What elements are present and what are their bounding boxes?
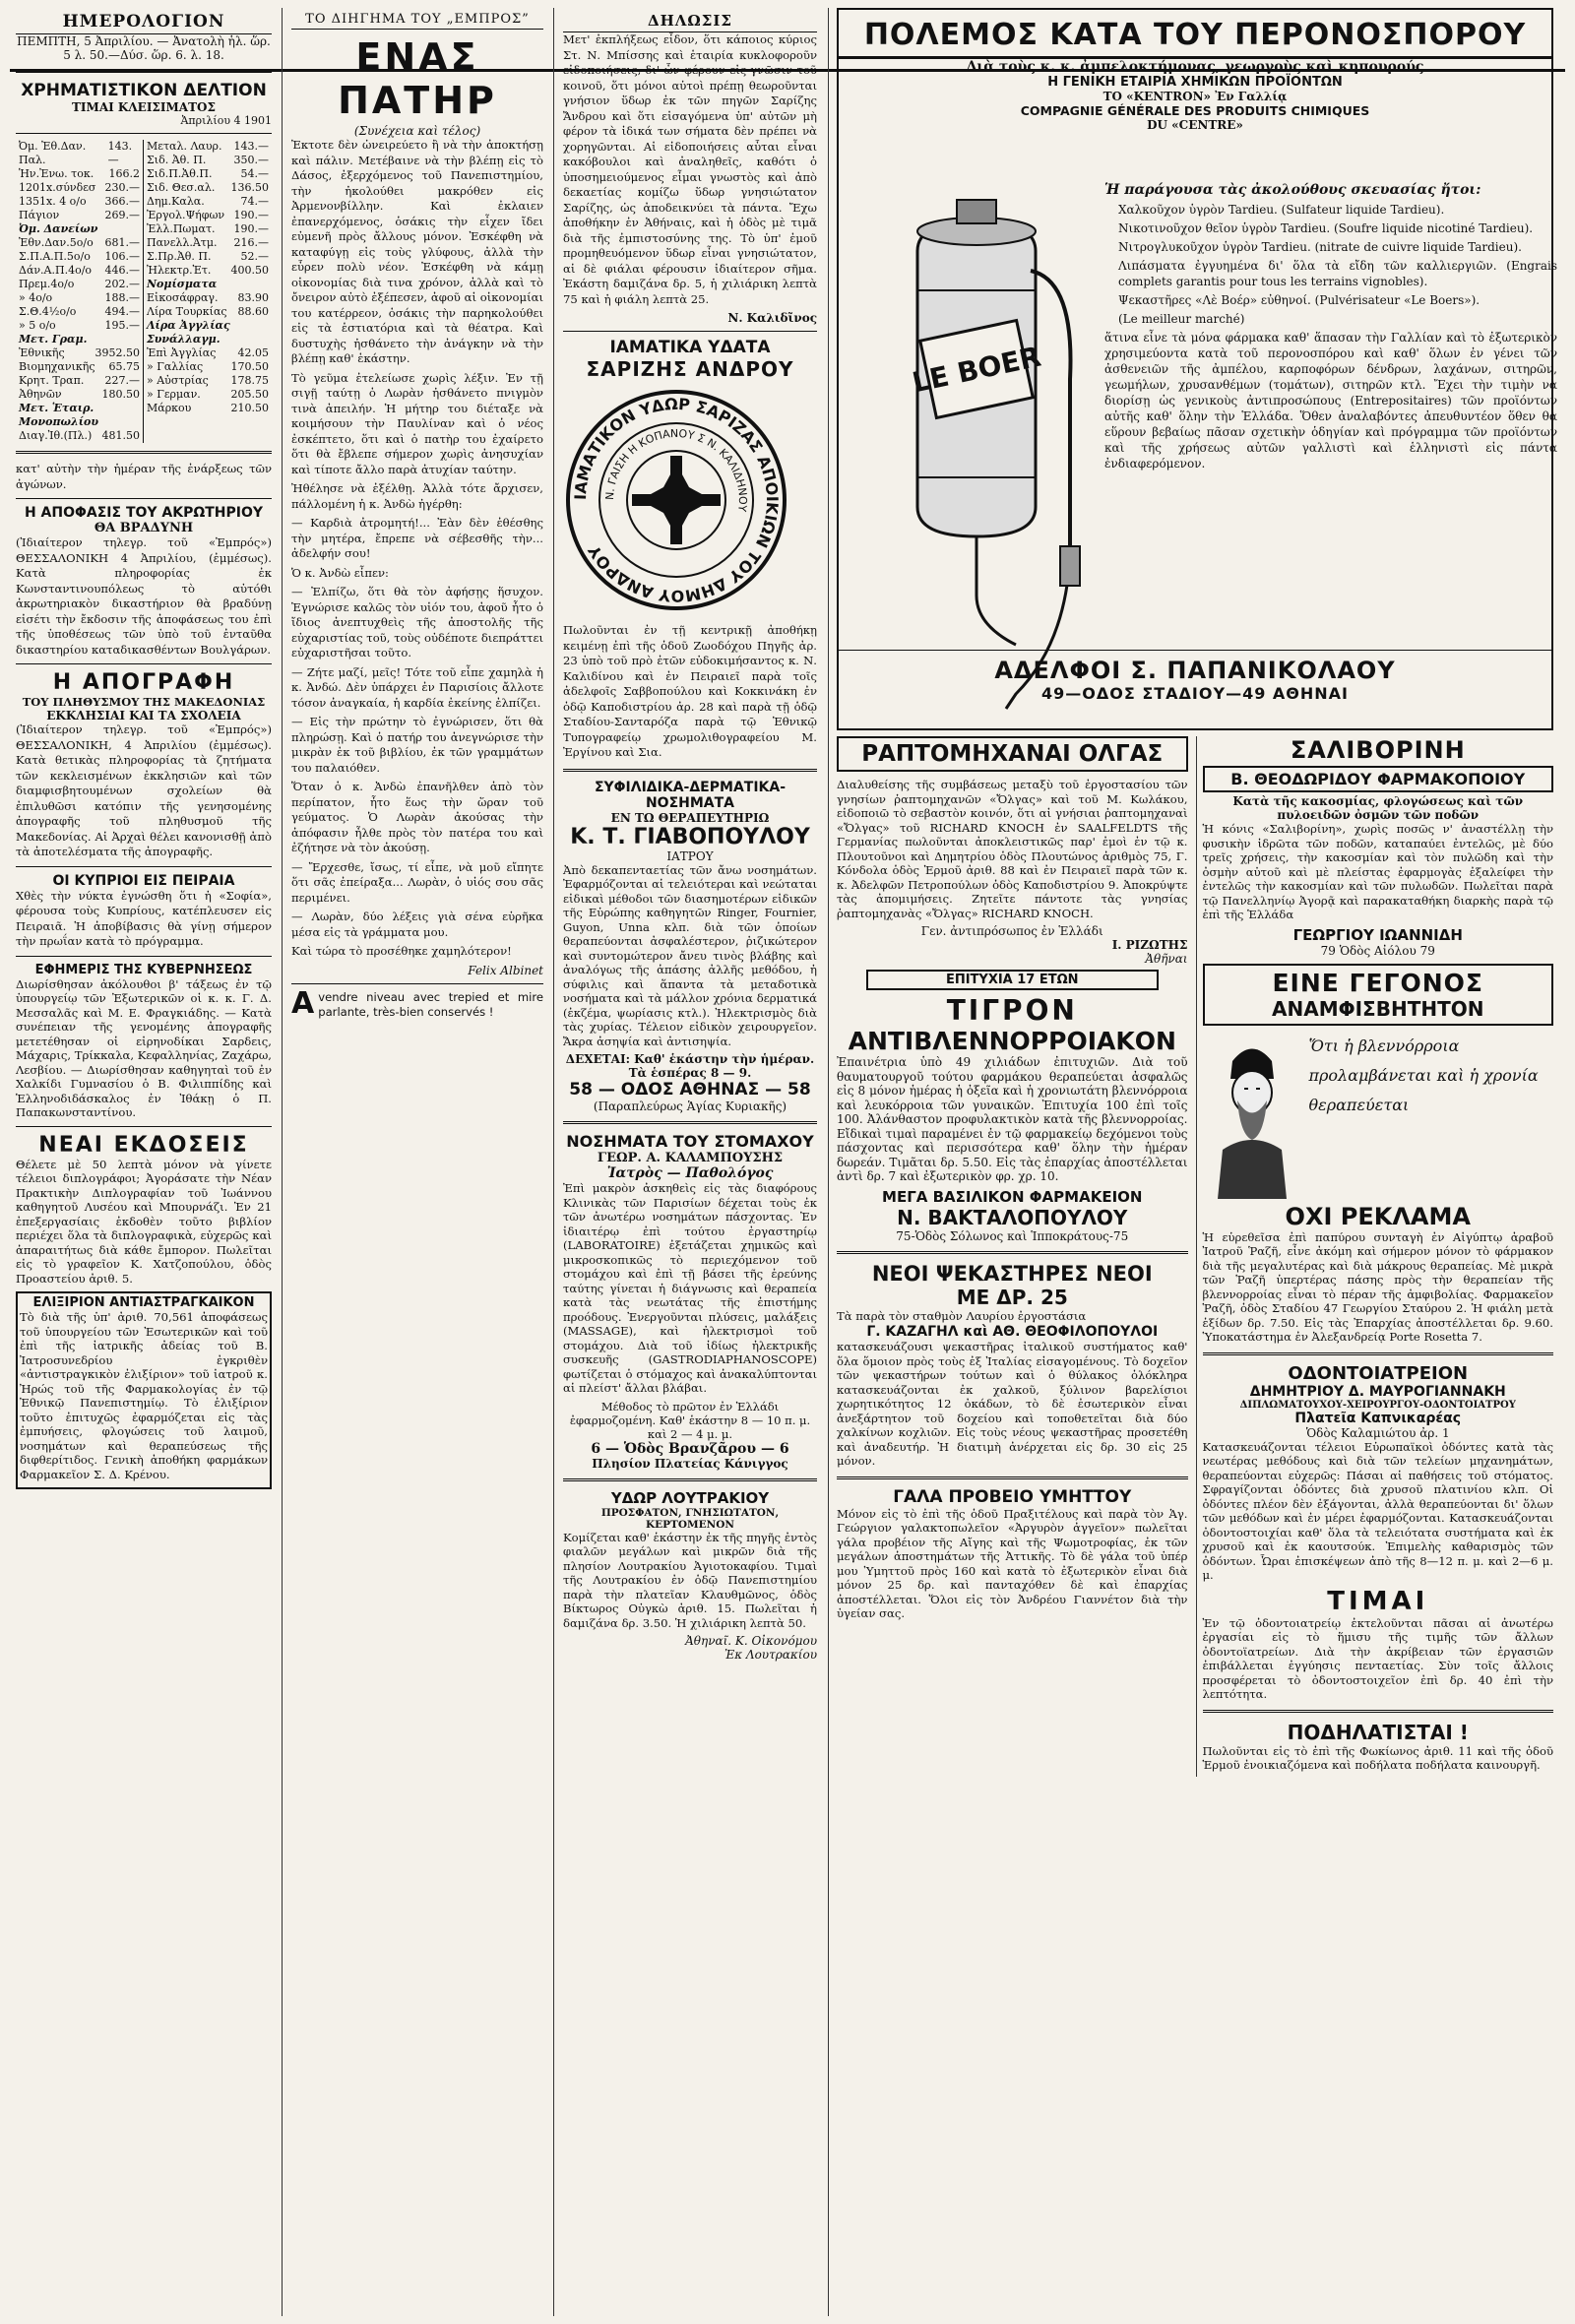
company-name-2: ΤΟ «KENTRON» Ἐν Γαλλίᾳ [1102, 90, 1288, 103]
market-value: 216.— [233, 236, 269, 249]
market-row [147, 388, 269, 402]
sewing-text: Διαλυθείσης τῆς συμβάσεως μεταξὺ τοῦ ἐργοστασίου τῶν γνησίων ῥαπτομηχανῶν «Ὄλγας» καὶ τοῦ Μ. Κωλάκου, εἰδοποιῶ τὸ σεβαστὸν κοινόν, ὅτι αἱ γνήσιαι ῥαπτομηχαναὶ «Ὄλγας» τοῦ RICHARD KNOCH ἐν SAALFELDTS τῆς Γερμανίας πωλοῦνται ἀποκλειστικῶς παρ' ἐμοὶ ἐν τῷ κ. Πλουτοῦνοι καὶ Δημητρίου ὁδὸς Πλουτώνος ἀριθμὸς 75, Γ. Κόνδολα ὁδὸς Ἑρμοῦ ἀριθ. 88 καὶ ἐν Πειραιεῖ παρὰ τῶν κ. κ. Ἀδελφῶν Πετροπούλων ὁδὸς Καποδιστρίου 9. Ἀποκρύψτε τὰς ἀπομιμήσεις. Ζητεῖτε πάντοτε τὰς γνησίας ῥαπτομηχανὰς «Ὄλγας» RICHARD KNOCH. [837, 778, 1188, 920]
prices-title: ΤΙΜΑΙ [1327, 1586, 1429, 1616]
product-item: Ψεκαστῆρες «Λὲ Βοέρ» εὐθηνοί. (Pulvérisateur «Le Boers»). [1118, 293, 1480, 307]
product-item: Λιπάσματα ἐγγυημένα δι' ὅλα τὰ εἴδη τῶν καλλιεργιῶν. (Engrais complets garantis pour tous les terrains vignobles). [1118, 259, 1557, 288]
portrait-illustration [1203, 1032, 1301, 1199]
loutraki-title: ΥΔΩΡ ΛΟΥΤΡΑΚΙΟΥ [610, 1488, 770, 1507]
milk-text: Μόνον εἰς τὸ ἐπὶ τῆς ὁδοῦ Πραξιτέλους καὶ παρὰ τὸν Ἁγ. Γεώργιον γαλακτοπωλεῖον «Ἀργυρὸν ἀγγεῖον» πωλεῖται γάλα προβέιον τῆς Αἴγης καὶ τῆς Ψωμοτροφίας, ἐκ τῶν μεγάλων ἀποστημάτων τῆς Ἀττικῆς. Τὸ δὲ γάλα τοῦ ὑπέρ μου Ὑμηττοῦ πρὸς 160 καὶ κατὰ τὸ ἐξωτερικὸν εἶναι διὰ μόνον 25 δρ. καὶ πανταχόθεν δὲ καὶ ἐπαρχίας ἀποστέλλεται. Ὅλοι εἰς τὸν Ἀνδρέου Γιαννέτον διὰ τὴν ὑγείαν σας. [837, 1506, 1188, 1620]
market-value: 88.60 [237, 305, 269, 318]
market-row [19, 333, 140, 346]
market-value: 190.— [233, 209, 269, 221]
market-value: 143.— [107, 140, 133, 166]
divider [563, 1478, 817, 1481]
market-row [147, 333, 269, 346]
peronospora-subtitle: Διὰ τοὺς κ. κ. ἀμπελοκτήμονας, γεωργοὺς καὶ κηπουρούς [966, 59, 1424, 75]
water-title-2: ΣΑΡΙΖΗΣ ΑΝΔΡΟΥ [586, 357, 794, 381]
market-row [19, 264, 140, 278]
cypriots-text: Χθὲς τὴν νύκτα ἐγνώσθη ὅτι ἡ «Σοφία», φέρουσα τοὺς Κυπρίους, κατέπλευσεν εἰς Πειραιᾶ. Ἡ ἀποβίβασις θὰ γίνῃ σήμερον τὴν πρωΐαν κατὰ τὸ πρόγραμμα. [16, 888, 272, 948]
sewing-ad [837, 736, 1188, 772]
seal-inner-text: Ν. ΓΑΙΣΗ Η ΚΟΠΑΝΟΥ Σ Ν. ΚΑΛΙΔΗΝΟΥ [602, 426, 750, 513]
peronospora-intro: Ἡ παράγουσα τὰς ἀκολούθους σκευασίας ἤτοι: [1104, 182, 1481, 198]
divider [16, 663, 272, 664]
divider [563, 331, 817, 332]
market-row [19, 278, 140, 291]
market-row [19, 222, 140, 236]
market-value: 42.05 [237, 346, 269, 359]
market-label: Ἀθηνῶν [19, 388, 62, 401]
gazette-title: ΕΦΗΜΕΡΙΣ ΤΗΣ ΚΥΒΕΡΝΗΣΕΩΣ [34, 962, 253, 977]
market-table-left [16, 140, 144, 443]
story-paragraph: Ὅταν ὁ κ. Ἀνδὼ ἐπανῆλθεν ἀπὸ τὸν περίπατον, ἦτο ἕως τὴν ὥραν τοῦ γεύματος. Ὁ Λωρὰν ἀκούσας τὴν ἀπόφασιν ἦλθε πρὸς τὸν πατέρα του καὶ ἐζήτησε νὰ τὸν ἀκούσῃ. [291, 780, 543, 854]
fact-title: ΕΙΝΕ ΓΕΓΟΝΟΣ [1272, 968, 1484, 997]
divider [563, 1121, 817, 1124]
sprayers-price: ΜΕ ΔΡ. 25 [956, 1285, 1068, 1309]
market-value: 136.50 [230, 181, 269, 194]
market-row [147, 222, 269, 236]
tiger-title: ΤΙΓΡΟΝ [946, 994, 1078, 1027]
market-row [19, 305, 140, 319]
market-row [147, 236, 269, 250]
market-row [147, 181, 269, 195]
sewing-title: ΡΑΠΤΟΜΗΧΑΝΑΙ ΟΛΓΑΣ [861, 741, 1164, 767]
market-value: 681.— [104, 236, 140, 249]
tiger-text: Ἐπαινέτρια ὑπὸ 49 χιλιάδων ἐπιτυχιῶν. Διὰ τοῦ θαυματουργοῦ τούτου φαρμάκου θεραπεύεται ἀσφαλῶς εἰς 8 μόνον ἡμέρας ἡ ὀξεῖα καὶ ἡ χρονιωτάτη βλεννόρροια καὶ λευκόρροια τῶν γυναικῶν. Ἐπιτυχία 100 ἐπὶ τοῖς 100. Ἀλάνθαστον προφυλακτικὸν κατὰ τῆς βλεννορροίας. Εἴδικαὶ τιμαὶ παραμένει ἐν τῷ φαρμακείῳ δεχόμενοι τοὺς πάσχοντας καὶ περισσότερα καθ' ὅλην τὴν ἡμέραν δωρεάν. Τιμᾶται δρ. 5.50. Εἰς τὰς ἐπαρχίας ἀποστέλλεται ἀντὶ δρ. 7 καὶ ἐξωτερικὸν φρ. χρ. 10. [837, 1055, 1188, 1183]
market-row [19, 402, 140, 415]
stomach-address: 6 — Ὁδὸς Βρανζᾶρου — 6 [591, 1440, 789, 1457]
market-value: 3952.50 [94, 346, 140, 359]
market-label: Δάν.Α.Π.4ο/ο [19, 264, 93, 277]
agents-address: 49—ΟΔΟΣ ΣΤΑΔΙΟΥ—49 ΑΘΗΝΑΙ [1040, 684, 1350, 703]
product-item: (Le meilleur marché) [1118, 312, 1245, 326]
market-row [19, 388, 140, 402]
fact-body [1203, 1032, 1554, 1203]
finance-title: ΧΡΗΜΑΤΙΣΤΙΚΟΝ ΔΕΛΤΙΟΝ [21, 81, 267, 100]
market-row [147, 278, 269, 291]
market-row [19, 140, 140, 167]
market-value: 366.— [104, 195, 140, 208]
market-value: 170.50 [230, 360, 269, 373]
market-row [19, 291, 140, 305]
peronospora-title: ΠΟΛΕΜΟΣ ΚΑΤΑ ΤΟΥ ΠΕΡΟΝΟΣΠΟΡΟΥ [839, 10, 1551, 59]
stomach-text: Ἐπὶ μακρὸν ἀσκηθεὶς εἰς τὰς διαφόρους Κλινικὰς τῶν Παρισίων δέχεται τοὺς ἐκ τῶν ἀνωτέρω νοσημάτων πάσχοντας. Ἐν ἰδιαιτέρῳ ἐπὶ τούτου ἐργαστηρίῳ (LABORATOIRE) ἐξετάζεται χημικῶς καὶ μικροσκοπικῶς τὸ περιεχόμενον τοῦ στομάχου καὶ ἐπὶ τῇ βάσει τῆς ἐρεύνης ταύτης γίνεται ἡ διάγνωσις καὶ θεραπεία κατὰ τὰς νεωτάτας τῆς ἐπιστήμης προόδους. Ἐνεργοῦνται πλύσεις, μαλάξεις (MASSAGE), καὶ ἠλεκτρισμοὶ τοῦ στομάχου. Διὰ τοῦ ἰδίως ἠλεκτρικῆς συσκευῆς (GASTRODIAPHANOSCOPE) φωτίζεται ὁ στόμαχος καὶ ἀνακαλύπτονται αἱ πλείστ' ἄλλαι βλάβαι. [563, 1181, 817, 1395]
market-row [19, 236, 140, 250]
market-value: 106.— [104, 250, 140, 263]
census-title: Η ΑΠΟΓΡΑΦΗ [52, 670, 235, 695]
sprayers-intro: Τὰ παρὰ τὸν σταθμὸν Λαυρίου ἐργοστάσια [837, 1308, 1087, 1323]
market-label: Ἠλεκτρ.Ἑτ. [147, 264, 212, 277]
new-publications-text: Θέλετε μὲ 50 λεπτὰ μόνον νὰ γίνετε τέλειοι διπλογράφοι; Ἀγοράσατε τὴν Νέαν Πρακτικὴν Διπλογραφίαν τοῦ Ἰωάννου καθηγητοῦ Λυσέου καὶ Μπουρνάζι. Ἐν 21 ἐπεξεργασίαις ἐκδοθὲν τοῦτο βιβλίον περιέχει ὅλα τὰ διπλογραφικὰ, εὐχερῶς καὶ ἀπαραιτήτως διὰ κάθε ἔμπορον. Πωλεῖται εἰς τὸ γραφεῖον Κ. Χατζοπούλου, ὁδὸς Προαστείου ἀριθ. 5. [16, 1157, 272, 1286]
census-subtitle-2: ΕΚΚΛΗΣΙΑΙ ΚΑΙ ΤΑ ΣΧΟΛΕΙΑ [46, 709, 241, 722]
market-value: 52.— [240, 250, 269, 263]
dental-square: Πλατεῖα Καπνικαρέας [1294, 1410, 1462, 1426]
divider [837, 1251, 1188, 1254]
market-value: 210.50 [230, 402, 269, 414]
syphilis-title: ΣΥΦΙΛΙΔΙΚΑ-ΔΕΡΜΑΤΙΚΑ-ΝΟΣΗΜΑΤΑ [594, 779, 787, 811]
stomach-address-2: Πλησίον Πλατείας Κάνιγγος [592, 1456, 788, 1471]
market-label: » 4ο/ο [19, 291, 53, 304]
company-name: Η ΓΕΝΙΚΗ ΕΤΑΙΡΙΑ ΧΗΜΙΚΩΝ ΠΡΟΪΟΝΤΩΝ [1047, 75, 1343, 90]
elixir-title: ΕΛΙΞΙΡΙΟΝ ΑΝΤΙΑΣΤΡΑΓΚΑΙΚΟΝ [32, 1295, 255, 1310]
market-row [147, 402, 269, 415]
fact-ad [1203, 964, 1554, 1026]
story-paragraph: Καὶ τώρα τὸ προσέθηκε χαμηλότερον! [291, 944, 512, 958]
calendar-line: ΠΕΜΠΤΗ, 5 Ἀπριλίου. — Ἀνατολὴ ἡλ. ὥρ. 5 λ. 50.—Δύσ. ὥρ. 6. λ. 18. [17, 34, 271, 62]
divider [16, 956, 272, 957]
divider [1203, 1352, 1554, 1355]
column-divider [282, 8, 283, 2316]
market-label: Λίρα Τουρκίας [147, 305, 227, 318]
market-label: Σιδ.Π.Ἀθ.Π. [147, 167, 213, 180]
gazette-text: Διωρίσθησαν ἀκόλουθοι β' τάξεως ἐν τῷ ὑπουργείῳ τῶν Ἐξωτερικῶν οἱ κ. κ. Γ. Δ. Μεσσαλᾶς καὶ Μ. Ε. Φραγκιάδης. — Κατὰ συνέπειαν τῆς γενομένης ἀπογραφῆς μετετέθησαν οἱ εἰρηνοδίκαι Σαρδεις, Μάχαρις, Τρίκκαλα, Κεφαλληνίας, Ζαχάρω, Λεσβίου. — Διωρίσθησαν καθηγηταὶ τοῦ ἐν Χαλκίδι Γυμνασίου ὁ Β. Φιλιππίδης καὶ Ἑλληνοδιδάσκαλος ἐν Ἰθάκῃ ὁ Π. Παπακωνσταντίνου. [16, 976, 272, 1119]
story-paragraph: — Ζήτε μαζί, μεῖς! Τότε τοῦ εἶπε χαμηλὰ ἡ κ. Ἀνδώ. Δὲν ὑπάρχει ἐν Παρισίοις ἄλλοτε τόσον ἀναγκαία, ἡ καρδία ἐκείνης ἐλπίζει. [291, 664, 543, 710]
market-label: Σ.Θ.4½ο/ο [19, 305, 77, 318]
divider [16, 133, 272, 134]
market-row [147, 319, 269, 333]
market-label: Ἡν.Ἐνω. τοκ. [19, 167, 94, 180]
market-row [19, 374, 140, 388]
ads-left [837, 736, 1188, 1777]
fact-quote: Ὅτι ἡ βλεννόρροια προλαμβάνεται καὶ ἡ χρονία θεραπεύεται [1308, 1036, 1539, 1114]
census-subtitle: ΤΟΥ ΠΛΗΘΥΣΜΟΥ ΤΗΣ ΜΑΚΕΔΟΝΙΑΣ [22, 695, 266, 709]
market-label: » Γαλλίας [147, 360, 204, 373]
market-footer: κατ' αὐτὴν τὴν ἡμέραν τῆς ἐνάρξεως τῶν ἀγώνων. [16, 462, 272, 491]
market-label: » 5 ο/ο [19, 319, 56, 332]
market-value: 202.— [104, 278, 140, 290]
market-label: Ἐθνικῆς [19, 346, 65, 359]
pharmacy-title: ΜΕΓΑ ΒΑΣΙΛΙΚΟΝ ΦΑΡΜΑΚΕΙΟΝ [882, 1187, 1143, 1206]
stomach-title: ΝΟΣΗΜΑΤΑ ΤΟΥ ΣΤΟΜΑΧΟΥ [566, 1132, 814, 1151]
story-paragraph: Ἐκτοτε δὲν ὠνειρεύετο ἢ νὰ τὴν ἀποκτήσῃ καὶ πάλιν. Μετέβαινε νὰ τὴν βλέπῃ εἰς τὸ Δάσος, ἐξερχόμενος τοῦ Πανεπιστημίου, τὴν ἠκολούθει μακρόθεν εἰς Ἀρμενονβίλλην. Καὶ ἐκλαιεν ἐπανερχόμενος, ὁσάκις τὴν εἶχεν ἴδει εὐμενῆ πρὸς ἄλλους μόνον. Ἐσκέφθη νὰ καταφύγῃ εἰς τοὺς γλύφους, ἀλλὰ τὴν εὗρεν πολὺ νέον. Ἐσκέφθη νὰ κάμῃ οἰκονομίας διὰ τινα χρόνον, ἀλλὰ καὶ τὸ ὄνειρον αὐτὸ ἐξέπεσεν, ἀφοῦ αἱ οἰκονομίαι του κατέρρεον, ὁσάκις τὴν παρηκολούθει εἰς τὰ ἑστιατόρια καὶ τὰ θέατρα. Καὶ δυστυχὴς ἠσθάνετο τὴν ἀνάγκην νὰ τὴν βλέπῃ καθ' ἑκάστην. [291, 138, 543, 365]
market-label: Συνάλλαγμ. [147, 333, 220, 345]
divider [563, 769, 817, 772]
market-table-right [144, 140, 272, 443]
market-label: Μονοπωλίου [19, 415, 99, 428]
french-ad-text: vendre niveau avec trepied et mire parlante, très-bien conservés ! [318, 989, 543, 1019]
market-row [147, 305, 269, 319]
company-name-4: DU «CENTRE» [1147, 118, 1243, 132]
market-value: 54.— [240, 167, 269, 180]
market-value: 400.50 [230, 264, 269, 277]
market-label: Μετ. Ἑταιρ. [19, 402, 94, 414]
story-paragraph: Ἠθέλησε νὰ ἐξέλθῃ. Ἀλλὰ τότε ἄρχισεν, πάλλομένη ἡ κ. Ἀνδὼ ἠγέρθη: [291, 481, 543, 511]
salivorine-address: 79 Ὁδὸς Αἰόλου 79 [1320, 943, 1435, 958]
market-label: 1201x.σύνδεσ [19, 181, 96, 194]
dental-credentials: ΔΙΠΛΩΜΑΤΟΥΧΟΥ-ΧΕΙΡΟΥΡΓΟΥ-ΟΔΟΝΤΟΙΑΤΡΟΥ [1239, 1399, 1516, 1411]
market-label: Ἐπὶ Ἀγγλίας [147, 346, 217, 359]
sprayers-title: ΝΕΟΙ ΨΕΚΑΣΤΗΡΕΣ ΝΕΟΙ [871, 1261, 1153, 1286]
prices-text: Ἐν τῷ ὀδοντοιατρείῳ ἐκτελοῦνται πᾶσαι αἱ ἀνωτέρω ἐργασίαι εἰς τὸ ἥμισυ τῆς τιμῆς τῶν ἄλλων ὀδοντοϊατρείων. Διὰ τὴν ἀκρίβειαν τῶν ἐργασιῶν ἐπιβάλλεται ἐγγύησις πενταετίας. Σὺν τοῖς ἄλλοις προσφέρεται τὸ ὀδοντοστοιχεῖον ἐπὶ δρ. 40 ἐπὶ τὴν λεπτότητα. [1202, 1615, 1553, 1701]
market-label: Πανελλ.Ἀτμ. [147, 236, 218, 249]
elixir-text: Τὸ διὰ τῆς ὑπ' ἀριθ. 70,561 ἀποφάσεως τοῦ ὑπουργείου τῶν Ἐσωτερικῶν καὶ τοῦ ἐπὶ τῆς ἰατρικῆς ἀδείας τοῦ Β. Ἰατροσυνεδρίου ἐγκριθὲν «ἀντιστραγκικὸν ἐλιξίριον» τοῦ ἰατροῦ κ. Ἠρώς τοῦ τῆς Φαρμακολογίας ἐν τῷ Ἐθνικῷ Πανεπιστημίῳ. Τὸ ἐλιξίριον τοῦτο ἐπιτυχῶς ἐφαρμόζεται εἰς τὰς ἐμπυήσεις, φλογώσεις τοῦ λαιμοῦ, νοσημάτων καὶ θεραπεύσεως τῆς διφθερίτιδος. Γενικὴ ἀποθήκη φαρμάκων Φαρμακεῖον Σ. Δ. Κρένου. [20, 1310, 268, 1481]
market-label: Μάρκου [147, 402, 192, 414]
market-label: Νομίσματα [147, 278, 218, 290]
story-paragraph: Ὁ κ. Ἀνδὼ εἶπεν: [291, 565, 389, 580]
market-row [147, 140, 269, 154]
market-label: » Γερμαν. [147, 388, 201, 401]
story-signature: Felix Albinet [468, 963, 543, 977]
market-value: 65.75 [108, 360, 140, 373]
finance-subtitle: ΤΙΜΑΙ ΚΛΕΙΣΙΜΑΤΟΣ [72, 100, 216, 114]
ads-grid [837, 736, 1553, 1777]
divider [16, 70, 272, 73]
product-item: Χαλκοῦχον ὑγρὸν Tardieu. (Sulfateur liquide Tardieu). [1118, 203, 1445, 217]
dental-title: ΟΔΟΝΤΟΙΑΤΡΕΙΟΝ [1288, 1362, 1469, 1384]
agents-block [839, 650, 1551, 703]
story-paragraph: — Εἰς τὴν πρώτην τὸ ἐγνώρισεν, ὅτι θὰ πληρώσῃ. Καὶ ὁ πατήρ του ἀνεγνώρισε τὴν μικρὰν ἐκ τοῦ βιβλίου, ἐκ τῶν γραμμάτων του παλαιόθεν. [291, 715, 543, 775]
loutraki-text: Κομίζεται καθ' ἑκάστην ἐκ τῆς πηγῆς ἐντὸς φιαλῶν μεγάλων καὶ μικρῶν διὰ τῆς πλησίον Λουτρακίου Ἀγιοτοκαφίου. Τιμαὶ τῆς Λουτρακίου ἐν ὁδῷ Πανεπιστημίου παρὰ τὴν πλατεῖαν Κλαυθμῶνος, ὁδὸς Βίκτωρος Οὐγκὼ ἀριθ. 15. Πωλεῖται ἡ δαμιζάνα δρ. 3.50. Ἡ χιλιάρικη λεπτὰ 50. [563, 1530, 817, 1630]
milk-title: ΓΑΛΑ ΠΡΟΒΕΙΟ ΥΜΗΤΤΟΥ [893, 1486, 1132, 1507]
story-body [291, 138, 543, 960]
market-table [16, 140, 272, 443]
divider [1203, 1710, 1554, 1713]
market-label: Ἐλλ.Πωματ. [147, 222, 216, 235]
market-row [147, 346, 269, 360]
syphilis-doctor: Κ. Τ. ΓΙΑΒΟΠΟΥΛΟΥ [570, 824, 810, 849]
story-continuation: (Συνέχεια καὶ τέλος) [353, 124, 481, 138]
market-row [147, 154, 269, 167]
salivorine-subtitle: Κατὰ τῆς κακοσμίας, φλογώσεως καὶ τῶν πυλοειδῶν ὀσμῶν τῶν ποδῶν [1232, 794, 1524, 822]
market-value: 227.— [104, 374, 140, 387]
success-banner [866, 970, 1159, 990]
market-value: 269.— [104, 209, 140, 221]
company-name-3: COMPAGNIE GÉNÉRALE DES PRODUITS CHIMIQUES [1020, 103, 1370, 118]
dental-address: Ὁδὸς Καλαμιώτου ἀρ. 1 [1305, 1425, 1450, 1440]
success-text: ΕΠΙΤΥΧΙΑ 17 ΕΤΩΝ [945, 973, 1079, 987]
fact-title-2: ΑΝΑΜΦΙΣΒΗΤΗΤΟΝ [1272, 996, 1484, 1021]
no-advertisement-title: ΟΧΙ ΡΕΚΛΑΜΑ [1285, 1202, 1471, 1230]
market-label: Μετ. Γραμ. [19, 333, 88, 345]
salivorine-title: ΣΑΛΙΒΟΡΙΝΗ [1290, 736, 1466, 764]
water-title: ΙΑΜΑΤΙΚΑ ΥΔΑΤΑ [609, 338, 771, 357]
market-label: Ἐργολ.Ψήφων [147, 209, 225, 221]
column-divider [828, 8, 829, 2316]
market-label: Σιδ. Θεσ.αλ. [147, 181, 216, 194]
market-label: Μεταλ. Λαυρ. [147, 140, 222, 153]
market-label: Δημ.Καλα. [147, 195, 205, 208]
akrotiri-text: (Ἰδιαίτερον τηλεγρ. τοῦ «Ἐμπρός») ΘΕΣΣΑΛΟΝΙΚΗ 4 Ἀπριλίου, (ἐμμέσως). Κατὰ πληροφορίας ἐκ Κωνσταντινουπόλεως τὸ αὐτόθι ἀκρωτηριακὸν δικαστήριον θὰ βραδύνῃ εἰσέτι τὴν ἔκδοσιν τῆς ἀποφάσεως του ἐπὶ τῆς ὑποθέσεως τῶν ὑπὸ τοῦ ἐνταῦθα δικαστηρίου καταδικασθέντων Βουλγάρων. [16, 535, 272, 657]
divider [16, 451, 272, 454]
dental-text: Κατασκευάζονται τέλειοι Εὐρωπαϊκοὶ ὀδόντες κατὰ τὰς νεωτέρας μεθόδους καὶ διὰ τῶν τελείων μηχανημάτων, θεραπεύονται εὐχερῶς: Πάσαι αἱ παθήσεις τοῦ στόματος. Σφραγίζονται ὀδόντες διὰ χρυσοῦ πλατινίου κλπ. Οἱ ὀδόντες πλέον δὲν ἐξάγονται, ἀλλὰ θεραπεύονται δι' ὅλων τῶν μεθόδων καὶ ἐν μέρει ἐφαρμόζονται. Κατασκευάζονται ὀδοντοστοιχίαι καθ' ὅλα τὰ τελειότατα συστήματα καὶ ἐκ χρυσοῦ καὶ ἐκ καουτσούκ. Ἐπιμελὴς καθαρισμὸς τῶν ὀδόντων. Ὧραι ἐπισκέψεων ἀπὸ τῆς 8—12 π. μ. καὶ 2—6 μ. μ. [1202, 1439, 1553, 1582]
column-3 [557, 8, 823, 2316]
column-1 [10, 8, 278, 2316]
market-label: Πάγιον [19, 209, 60, 221]
syphilis-address: 58 — ΟΔΟΣ ΑΘΗΝΑΣ — 58 [569, 1080, 811, 1099]
sprayers-makers: Γ. ΚΑΖΑΓΗΛ καὶ ΑΘ. ΘΕΟΦΙΛΟΠΟΥΛΟΙ [866, 1324, 1159, 1340]
market-row [19, 429, 140, 443]
market-label: Κρητ. Τραπ. [19, 374, 85, 387]
market-value: 178.75 [230, 374, 269, 387]
cypriots-title: ΟΙ ΚΥΠΡΙΟΙ ΕΙΣ ΠΕΙΡΑΙΑ [52, 872, 235, 889]
divider [837, 1476, 1188, 1479]
market-value: 494.— [104, 305, 140, 318]
market-label: 1351x. 4 ο/ο [19, 195, 87, 208]
market-value: 350.— [233, 154, 269, 166]
syphilis-role: ΙΑΤΡΟΥ [666, 848, 714, 863]
market-row [19, 209, 140, 222]
sewing-agent-city: Ἀθῆναι [1145, 952, 1188, 966]
dental-name: ΔΗΜΗΤΡΙΟΥ Δ. ΜΑΥΡΟΓΙΑΝΝΑΚΗ [1249, 1383, 1506, 1400]
market-row [19, 250, 140, 264]
seal-outer-text: ΙΑΜΑΤΙΚΟΝ ΥΔΩΡ ΣΑΡΙΖΑΣ ΑΠΟΙΚΙΩΝ ΤΟΥ ΔΗΜΟΥ ΑΝΔΡΟΥ [570, 394, 783, 606]
market-row [147, 195, 269, 209]
market-row [19, 319, 140, 333]
akrotiri-subtitle: ΘΑ ΒΡΑΔΥΝΗ [94, 521, 194, 535]
salivorine-pharmacist: Β. ΘΕΟΔΩΡΙΔΟΥ ΦΑΡΜΑΚΟΠΟΙΟΥ [1230, 770, 1526, 788]
market-value: 205.50 [230, 388, 269, 401]
market-row [147, 264, 269, 278]
calendar-title: ΗΜΕΡΟΛΟΓΙΟΝ [16, 8, 272, 34]
market-label: » Αὐστρίας [147, 374, 209, 387]
market-label: Σ.Π.Α.Π.5ο/ο [19, 250, 91, 263]
market-row [19, 415, 140, 429]
salivorine-text: Ἡ κόνις «Σαλιβορίνη», χωρὶς ποσῶς ν' ἀναστέλλῃ τὴν φυσικὴν ἱδρῶτα τῶν ποδῶν, καταπαύει ἐντελῶς, μὲ δύο τρεῖς χρήσεις, τὴν κακοσμίαν καὶ τὸν πυλῶδη καὶ τὴν ὀσμὴν αὐτοῦ καὶ μὲ πλείστας ἐφαρμογὰς ἐξαλείφει τὴν ἐντελῶς τὴν κακοσμίαν καὶ τῶν πυλωδῶν. Πωλεῖται παρὰ τῷ Πανελληνίῳ Ἀγορᾷ καὶ παρακαταθήκη διαρκὴς παρὰ τῷ ἐπὶ τῆς Ἑλλάδα [1202, 822, 1553, 921]
market-label: Ὀμ. Ἐθ.Δαν. Παλ. [19, 140, 87, 166]
cyclists-title: ΠΟΔΗΛΑΤΙΣΤΑΙ ! [1287, 1720, 1469, 1744]
market-label: Ὀμ. Δανείων [19, 222, 98, 235]
product-item: Νιτρογλυκοῦχον ὑγρὸν Tardieu. (nitrate de cuivre liquide Tardieu). [1118, 240, 1522, 254]
story-paragraph: — Ἔρχεσθε, ἴσως, τί εἶπε, νὰ μοῦ εἴπητε ὅτι σᾶς ἐπείραξα... Λωρὰν, ὁ υἱός σου σᾶς περιμένει. [291, 859, 543, 905]
market-row [147, 374, 269, 388]
water-text: Πωλοῦνται ἐν τῇ κεντρικῇ ἀποθήκῃ κειμένῃ ἐπὶ τῆς ὁδοῦ Ζωοδόχου Πηγῆς ἀρ. 23 ὑπὸ τοῦ πρὸ ἐτῶν εὐδοκιμήσαντος κ. Ν. Καλιδίνου καὶ ἐν Πειραιεῖ παρὰ τοῖς ἀδελφοῖς Σαββοπούλου καὶ Κοκκινάκη ἐν ὁδῷ Καποδιστρίου ἀρ. 28 καὶ παρὰ τῇ ὁδῷ Σταδίου-Σανταρόζα παρὰ τῷ Ἐθνικῷ Τυπογραφείῳ χρωμολιθογραφείου Μ. Ἐργίνου καὶ Σια. [563, 623, 817, 759]
syphilis-text: Ἀπὸ δεκαπενταετίας τῶν ἄνω νοσημάτων. Ἐφαρμόζονται αἱ τελειότεραι καὶ νεώταται εἰδικαὶ μέθοδοι τῶν διασημοτέρων εἰδικῶν τῆς Εὐρώπης καθηγητῶν Ringer, Fournier, Guyon, Unna κλπ. διὰ τῶν ὁποίων θεραπεύονται ἀσφαλέστερον, ῥιζικώτερον καὶ συντομώτερον ἄνευ τινὸς βλάβης καὶ ἀναλόγως τῆς ἁπάσης ἀλλῆς μεθόδου, ἡ σύφιλις καὶ ἅπαντα τὰ μεταδοτικὰ νοσήματα καὶ τὰ μάλλον χρόνια δερματικά (ἐκζέμα, ψωρίασις κτλ.). Ἠλεκτρισμὸς διὰ τὰς χυρίας. Τέλειον εἰδικὸν χειρουργεῖον. Ἄκρα ἀσηψία καὶ ἀντισηψία. [563, 862, 817, 1048]
divider [16, 1126, 272, 1127]
market-value: 188.— [104, 291, 140, 304]
syphilis-address-2: (Παραπλεύρως Ἁγίας Κυριακῆς) [593, 1099, 788, 1113]
stomach-hours: Μέθοδος τὸ πρῶτον ἐν Ἑλλάδι ἐφαρμοζομένη. Καθ' ἑκάστην 8 — 10 π. μ. καὶ 2 — 4 μ. μ. [569, 1399, 811, 1441]
no-advertisement-text: Ἡ εὑρεθεῖσα ἐπὶ παπύρου συνταγὴ ἐν Αἰγύπτῳ ἀραβοῦ Ἰατροῦ Ῥαζῆ, εἶνε ἀκόμη καὶ σήμερον μόνον τὸ φάρμακον διὰ τῆς μεγαλυτέρας καὶ διὰ μάκρους θεραπείας. Μὲ μικρὰ τῶν Ῥαζῆ ὑπερτέρας πάσης πρὸς τὴν θεραπείαν τῆς βλεννορροίας εἶναι τὸ πέραν τῆς ἀμφιβολίας. Φαρμακεῖον Ῥαζῆ, ὁδὸς Σταδίου 47 Γεωργίου Σταύρου 2. Ἡ φιάλη μετὰ ἑξίδων δρ. 7.50. Εἰς τὰς Ἐπαρχίας ἀποστέλλεται δρ. 9.60. Ὑποκατάστημα ἐν Ἀλεξανδρείᾳ Porte Rosetta 7. [1202, 1229, 1553, 1344]
story-paragraph: — Λωρὰν, δύο λέξεις γιὰ σένα εὑρῆκα μέσα εἰς τὰ γράμματα μου. [291, 910, 543, 939]
story-paragraph: — Ἐλπίζω, ὅτι θὰ τὸν ἀφήσῃς ἥσυχον. Ἐγνώρισε καλῶς τὸν υἱόν του, ἀφοῦ ἦτο ὁ ἴδιος ἀνεπτυχθεὶς τῆς ἀποστολῆς τῆς εὐχαριστίας τοῦ, τοὺς οὐδέποτε διεπράττει εὐχαριστῆσαι τοῦτο. [291, 585, 543, 660]
market-label: Λίρα Ἀγγλίας [147, 319, 230, 332]
drop-cap: A [291, 985, 315, 1021]
cyclists-text: Πωλοῦνται εἰς τὸ ἐπὶ τῆς Φωκίωνος ἀριθ. 11 καὶ τῆς ὁδοῦ Ἑρμοῦ ἐνοικιαζόμενα καὶ ποδήλατα ποδήλατα καινουργῆ. [1202, 1743, 1553, 1772]
market-value: 143.— [233, 140, 269, 153]
pharmacy-address: 75-Ὁδὸς Σόλωνος καὶ Ἱπποκράτους-75 [896, 1228, 1129, 1243]
market-row [147, 209, 269, 222]
peronospora-body [1104, 182, 1557, 475]
divider [291, 983, 543, 984]
market-label: Εἰκοσάφραγ. [147, 291, 219, 304]
market-row [19, 346, 140, 360]
salivorine-pharmacist-box [1203, 766, 1554, 792]
agents-name: ΑΔΕΛΦΟΙ Σ. ΠΑΠΑΝΙΚΟΛΑΟΥ [994, 657, 1396, 684]
ads-right [1196, 736, 1554, 1777]
market-row [147, 291, 269, 305]
divider [16, 498, 272, 499]
market-label: Σ.Πρ.Ἀθ. Π. [147, 250, 212, 263]
sprayers-text: κατασκευάζουσι ψεκαστῆρας ἰταλικοῦ συστήματος καθ' ὅλα ὅμοιον πρὸς τοὺς ἐξ Ἰταλίας εἰσαγομένους. Τὸ δοχεῖον τῶν ψεκαστήρων τούτων καὶ ὁ θύλακος ὁλόκληρα κατασκευάζονται ἐκ χαλκοῦ, ξύλινον βαρελίσιοι χωρητικότητος 12 ὀκάδων, τὸ δὲ ἐσωτερικὸν εἶναι ἀνεξάρτητον τοῦ δοχείου καὶ τοποθετεῖται διὰ δύο χαλκίνων κοχλιῶν. Εἰς τοὺς νέους ψεκαστῆρας προσετέθη καὶ ἀναδευτήρ. Ἡ διατιμὴ ἀνέρχεται εἰς δρ. 30 εἰς 25 μόνον. [837, 1340, 1188, 1468]
new-publications-title: ΝΕΑΙ ΕΚΔΟΣΕΙΣ [38, 1132, 249, 1158]
sewing-agent: Γεν. ἀντιπρόσωπος ἐν Ἑλλάδι [920, 924, 1103, 938]
market-row [19, 181, 140, 195]
sprayer-illustration [858, 182, 1095, 714]
census-text: (Ἰδιαίτερον τηλεγρ. τοῦ «Ἐμπρός») ΘΕΣΣΑΛΟΝΙΚΗ, 4 Ἀπριλίου (ἐμμέσως). Κατὰ θετικὰς πληροφορίας τὰ ζητήματα τῶν κεκλεισμένων ἐκκλησιῶν καὶ τῶν διαμφισβητουμένων σχολείων θὰ ἐπιλυθῶσι κατόπιν τῆς γενησομένης ἀπογραφῆς τοῦ πληθυσμοῦ τῆς Μακεδονίας. Αἱ Ἀρχαὶ θέλει κανονισθῇ ἀπὸ τὰ ἀποτελέσματα τῆς ἀπογραφῆς. [16, 722, 272, 858]
story-paragraph: — Καρδιὰ ἀτρομητή!... Ἐὰν δὲν ἐθέσθης τὴν μητέρα, ἔπρεπε νὰ σέβεσθῆς τὴν... ἀδελφήν σου! [291, 516, 543, 560]
market-value: 190.— [233, 222, 269, 235]
peronospora-ad [837, 8, 1557, 730]
market-value: 230.— [104, 181, 140, 194]
notice-title: ΔΗΛΩΣΙΣ [563, 8, 817, 32]
loutraki-subtitle: ΠΡΟΣΦΑΤΟΝ, ΓΝΗΣΙΩΤΑΤΟΝ, ΚΕΡΤΟΜΕΝΟΝ [600, 1506, 780, 1531]
market-row [19, 360, 140, 374]
market-label: Σιδ. Ἀθ. Π. [147, 154, 207, 166]
pharmacy-name: Ν. ΒΑΚΤΑΛΟΠΟΥΛΟΥ [897, 1205, 1128, 1229]
market-row [19, 195, 140, 209]
market-label: Πρεμ.4ο/ο [19, 278, 75, 290]
market-value: 446.— [104, 264, 140, 277]
sprayer-label: LE BOER [909, 340, 1044, 400]
stomach-role: Ἰατρὸς — Παθολόγος [606, 1165, 774, 1181]
column-4-advertisements [833, 8, 1557, 2316]
column-divider [553, 8, 554, 2316]
market-value: 481.50 [101, 429, 140, 442]
divider [16, 866, 272, 867]
sewing-agent-name: Ι. ΡΙΖΩΤΗΣ [1111, 938, 1188, 952]
loutraki-signature: Ἀθηναῖ. Κ. Οἰκονόμου [685, 1634, 817, 1648]
akrotiri-title: Η ΑΠΟΦΑΣΙΣ ΤΟΥ ΑΚΡΩΤΗΡΙΟΥ [24, 505, 264, 521]
serial-title: ΤΟ ΔΙΗΓΗΜΑ ΤΟΥ „ΕΜΠΡΟΣ” [291, 8, 543, 30]
elixir-ad [16, 1291, 272, 1489]
market-row [147, 250, 269, 264]
water-seal [563, 387, 789, 613]
story-title: ΕΝΑΣ ΠΑΤΗΡ [338, 35, 497, 122]
syphilis-hours: ΔΕΧΕΤΑΙ: Καθ' ἑκάστην τὴν ἡμέραν. Τὰ ἑσπέρας 8 — 9. [565, 1052, 815, 1080]
story-paragraph: Τὸ γεῦμα ἐτελείωσε χωρὶς λέξιν. Ἐν τῇ σιγῇ ταύτῃ ὁ Λωρὰν ἠσθάνετο πνιγμὸν τινὰ ἀπειλήν. Ἡ μήτηρ του διέταξε νὰ κοιμήσουν τὴν Παυλίναν καὶ ὁ νέος ἐσκέπτετο, ὅτι καὶ ὁ πατὴρ του ἐχαίρετο ὅτι θὰ ἔβλεπε σήμερον χωρὶς ἀνησυχίαν καὶ τίποτε ἄλλο παρὰ ἀτυχίαν ταύτην. [291, 370, 543, 476]
market-value: 74.— [240, 195, 269, 208]
market-row [147, 360, 269, 374]
notice-text: Μετ' ἐκπλήξεως εἶδον, ὅτι κάποιος κύριος Στ. Ν. Μπίσσης καὶ ἑταιρία κυκλοφοροῦν εἰδοποιήσεις, δι' ὧν φέρουν εἰς γνῶσιν τοῦ κοινοῦ, ὅτι μόνοι αὐτοὶ πρέπῃ θεωροῦνται γνήσιον ὕδωρ ἐκ τῶν πηγῶν Σαρίζης Ἄνδρου καὶ ὅτι εἰσαγόμενα ὑπ' αὐτῶν μὴ φέρον τὰ ἰδικά των σήματα δὲν πρέπει νὰ χορηγῶνται. Αἱ εἰδοποιήσεις αὗται εἶναι κακόβουλοι καὶ ἀναληθεῖς, καθότι ὁ ὑποσημειούμενος εἶμαι γνωστὸς καὶ ἀπὸ δεκαετίας κομίζω ὕδωρ γνησιώτατον Σαρίζης, ὡς ἀποδεικνύει τὰ πάντα. Ἔχω ἀποθήκην ἐν Ἀθήναις, καὶ ἡ ὁδὸς μὲ τιμᾶ διὰ τῆς ἐμπιστοσύνης της. Τὸ ὑπ' ἐμοῦ προμηθευόμενον ὕδωρ εἶναι γνησιώτατον, αἱ δὲ φιάλαι φέρουσιν ἰδιαίτερον σῆμα. Ἐκάστη δαμιζάνα δρ. 5, ἡ χιλιάρικη λεπτὰ 75 καὶ ἡ φιάλη λεπτὰ 25. [563, 32, 817, 306]
syphilis-subtitle: ΕΝ ΤΩ ΘΕΡΑΠΕΥΤΗΡΙΩ [610, 810, 770, 825]
product-list [1104, 202, 1557, 327]
market-row [19, 167, 140, 181]
notice-signature: Ν. Καλιδῖνος [727, 311, 817, 325]
market-row [147, 167, 269, 181]
market-label: Διαγ.Ἰθ.(Πλ.) [19, 429, 93, 442]
market-value: 195.— [104, 319, 140, 332]
product-item: Νικοτινοῦχον θεῖον ὑγρὸν Tardieu. (Soufre liquide nicotiné Tardieu). [1118, 221, 1534, 235]
column-2 [285, 8, 549, 2316]
market-value: 166.2 [108, 167, 140, 180]
finance-date: Ἀπριλίου 4 1901 [180, 114, 272, 127]
loutraki-signature-2: Ἐκ Λουτρακίου [724, 1648, 817, 1662]
market-value: 83.90 [237, 291, 269, 304]
market-label: Βιομηχανικῆς [19, 360, 95, 373]
tiger-title-2: ΑΝΤΙΒΛΕΝΝΟΡΡΟΙΑΚΟΝ [848, 1027, 1176, 1055]
market-value: 180.50 [101, 388, 140, 401]
french-ad [291, 985, 543, 1021]
peronospora-text: ἅτινα εἶνε τὰ μόνα φάρμακα καθ' ἅπασαν τὴν Γαλλίαν καὶ τὸ ἐξωτερικὸν χρησιμεύοντα κατὰ τοῦ περονοσπόρου καὶ καθ' ὅλων ἐν γένει τῶν ἀσθενειῶν τῆς ἀμπέλου, καρποφόρων δένδρων, λαχάνων, σιτηρῶν, γεωμήλων, χρυσανθέμων (τομάτων), σιτηρῶν κτλ. Ἔχει τὴν τιμὴν νὰ διορίσῃ ὡς γενικοὺς ἀντιπροσώπους (Entrepositaires) τῶν προϊόντων αὐτῆς καθ' ὅλην τὴν Ἑλλάδα. Ὅθεν ἀναλαβόντες ἀπευθυντέον ὅθεν θὰ εὕρουν βεβαίως πᾶσαν σχετικὴν ὁδηγίαν καὶ πρόγραμμα τῶν προϊόντων καὶ τῆς χρήσεως αὐτῶν γαλλιστὶ καὶ ἑλληνιστὶ εἰς πάντα ἐνδιαφερόμενον. [1104, 331, 1557, 471]
salivorine-dealer: ΓΕΩΡΓΙΟΥ ΙΩΑΝΝΙΔΗ [1292, 925, 1463, 944]
market-label: Ἐθν.Δαν.5ο/ο [19, 236, 94, 249]
stomach-doctor: ΓΕΩΡ. Α. ΚΑΛΑΜΠΟΥΣΗΣ [597, 1151, 784, 1165]
